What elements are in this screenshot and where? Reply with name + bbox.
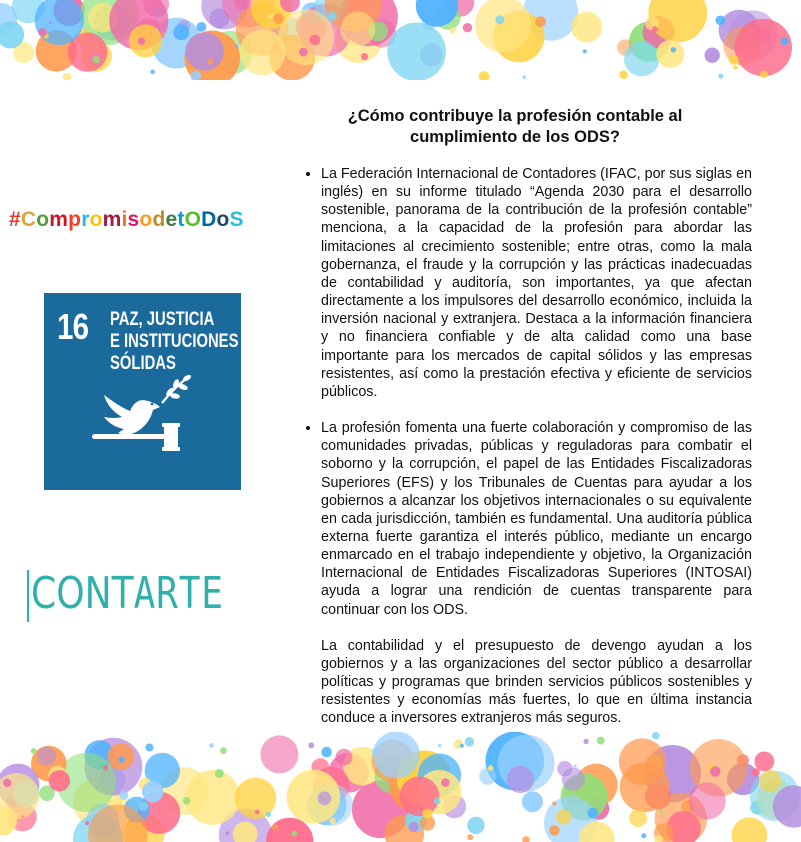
paint-drop bbox=[361, 53, 368, 60]
paint-blot bbox=[373, 732, 420, 778]
paint-drop bbox=[235, 45, 238, 48]
paint-drop bbox=[718, 74, 723, 79]
hashtag-letter: m bbox=[49, 208, 69, 231]
paint-blot bbox=[624, 41, 659, 76]
paint-drop bbox=[272, 825, 278, 831]
hashtag-compromisodetodos bbox=[9, 208, 244, 232]
paint-drop bbox=[215, 769, 224, 778]
paint-drop bbox=[63, 73, 72, 80]
paint-drop bbox=[268, 14, 273, 19]
bullet-item-ifac: • La Federación Internacional de Contadores (IFAC, por sus siglas en inglés) en su informe titulado “Agenda 2030 para el desarrollo sostenible, panorama de la contribución de la profesión contable” menciona, a la capacidad de la profesión para abordar las limitaciones al crecimiento sostenible; entre otras, como la mala gobernanza, el fraude y la corrupción y las prácticas inadecuadas de contabilidad y auditoría, son importantes, ya que afectan directamente a los impulsores del desarrollo económico, incluida la inversión nacional y extranjera. Destaca a la información financiera y no financiera confiable y de alta calidad como una base importante para los mercados de capital sólidos y las empresas resistentes, así como la prestación efectiva y eficiente de servicios públicos. bbox=[321, 165, 752, 401]
sdg-title-line-1: PAZ, JUSTICIA bbox=[110, 309, 215, 330]
closing-paragraph: La contabilidad y el presupuesto de devengo ayudan a los gobiernos y a las organizaciones del sector público a desarrollar políticas y programas que brinden servicios públicos sostenibles y resistentes y economías más fuertes, lo que en última instancia conduce a inversores extranjeros más seguros. bbox=[321, 637, 752, 727]
hashtag-letter: i bbox=[121, 208, 128, 231]
paint-drop bbox=[671, 47, 676, 52]
paint-drop bbox=[479, 71, 490, 80]
paint-drop bbox=[660, 810, 663, 813]
logo-bar bbox=[27, 570, 29, 622]
paint-blot bbox=[479, 768, 496, 785]
paint-blot bbox=[656, 40, 684, 68]
top-paint-splash-decoration bbox=[0, 0, 801, 80]
sdg-number: 16 bbox=[57, 306, 89, 347]
paint-drop bbox=[266, 812, 271, 817]
paint-drop bbox=[292, 831, 298, 837]
paint-drop bbox=[93, 56, 100, 63]
sdg-title-line-3: SÓLIDAS bbox=[110, 353, 176, 374]
paint-drop bbox=[522, 836, 529, 842]
paint-drop bbox=[465, 737, 475, 747]
paint-drop bbox=[495, 15, 504, 24]
paint-drop bbox=[549, 825, 559, 835]
paint-drop bbox=[441, 778, 450, 787]
logo-part-arte: ARTE bbox=[133, 568, 224, 619]
paint-drop bbox=[619, 71, 628, 80]
paint-blot bbox=[260, 735, 298, 773]
paint-drop bbox=[450, 27, 456, 33]
paint-blot bbox=[735, 19, 792, 76]
hashtag-letter: s bbox=[127, 208, 140, 231]
hashtag-letter: e bbox=[165, 208, 178, 231]
paint-blot bbox=[754, 752, 774, 772]
sdg-title-line-2: E INSTITUCIONES bbox=[110, 331, 239, 352]
hashtag-letter: r bbox=[81, 208, 90, 231]
paint-drop bbox=[273, 13, 284, 24]
sdg-16-badge bbox=[44, 293, 241, 490]
logo-wordmark bbox=[31, 570, 224, 618]
paint-drop bbox=[587, 808, 598, 819]
paint-drop bbox=[138, 38, 145, 45]
hashtag-letter: o bbox=[36, 208, 50, 231]
paint-drop bbox=[488, 765, 494, 771]
logo-part-cont: CONT bbox=[31, 568, 134, 619]
hashtag-letter: d bbox=[152, 208, 166, 231]
page-title-line-1: ¿Cómo contribuye la profesión contable al bbox=[347, 107, 683, 125]
paint-drop bbox=[328, 12, 337, 21]
paint-drop bbox=[780, 37, 788, 45]
paint-blot bbox=[400, 777, 440, 817]
bottom-paint-splash-decoration bbox=[0, 732, 801, 842]
bullet-item-colaboracion: • La profesión fomenta una fuerte colaboración y compromiso de las comunidades privadas, públicas y reguladoras para combatir el soborno y la corrupción, el papel de las Entidades Fiscalizadoras Superiores (EFS) y los Tribunales de Cuentas para ayudar a los gobiernos a alcanzar los objetivos internacionales o su equivalente en cada jurisdicción, también es fundamental. Una auditoría pública externa fuerte garantiza el interés público, mediante un encargo enmarcado en el trabajo independiente y objetivo, la Organización Internacional de Entidades Fiscalizadoras Superiores (INTOSAI) ayuda a lograr una rendición de cuentas transparente para continuar con los ODS. bbox=[321, 419, 752, 619]
paint-drop bbox=[299, 48, 308, 57]
paint-drop bbox=[574, 765, 577, 768]
hashtag-letter: o bbox=[216, 208, 230, 231]
article-body bbox=[300, 165, 752, 728]
paint-drop bbox=[710, 766, 721, 777]
hashtag-letter: S bbox=[229, 208, 244, 231]
paint-drop bbox=[523, 75, 527, 79]
hashtag-letter: m bbox=[102, 208, 122, 231]
paint-drop bbox=[641, 833, 646, 838]
paint-drop bbox=[209, 743, 214, 748]
paint-drop bbox=[652, 26, 658, 32]
paint-drop bbox=[150, 70, 155, 75]
paint-blot bbox=[49, 770, 70, 791]
paint-blot bbox=[340, 12, 375, 47]
bullet-list bbox=[300, 165, 752, 619]
paint-drop bbox=[21, 815, 24, 818]
paint-drop bbox=[225, 831, 229, 835]
paint-blot bbox=[562, 768, 585, 791]
paint-drop bbox=[308, 742, 314, 748]
paint-blot bbox=[522, 791, 543, 812]
paint-drop bbox=[760, 71, 768, 79]
paint-drop bbox=[583, 49, 587, 53]
paint-drop bbox=[321, 747, 332, 758]
paint-drop bbox=[716, 15, 726, 25]
paint-drop bbox=[85, 821, 89, 825]
paint-drop bbox=[552, 801, 556, 805]
paint-blot bbox=[318, 792, 332, 806]
paint-blot bbox=[507, 766, 534, 793]
paint-drop bbox=[535, 16, 546, 27]
paint-drop bbox=[463, 23, 472, 32]
paint-blot bbox=[129, 24, 162, 57]
dove-gavel-icon bbox=[90, 373, 200, 463]
paint-drop bbox=[460, 744, 464, 748]
paint-drop bbox=[467, 834, 473, 840]
paint-drop bbox=[434, 798, 441, 805]
paint-drop bbox=[118, 757, 124, 763]
hashtag-letter: D bbox=[201, 208, 217, 231]
paint-drop bbox=[422, 809, 432, 819]
hashtag-letter: o bbox=[139, 208, 153, 231]
paint-drop bbox=[583, 739, 588, 744]
page-title bbox=[322, 106, 708, 148]
paint-blot bbox=[185, 32, 223, 70]
paint-drop bbox=[220, 747, 227, 754]
hashtag-letter: # bbox=[9, 208, 21, 231]
paint-blot bbox=[173, 24, 189, 40]
paint-blot bbox=[556, 810, 571, 825]
hashtag-letter: O bbox=[184, 208, 202, 231]
hashtag-letter: C bbox=[20, 208, 37, 231]
paint-blot bbox=[37, 747, 56, 766]
paint-drop bbox=[438, 744, 441, 747]
paint-drop bbox=[119, 791, 128, 800]
paint-blot bbox=[142, 781, 163, 802]
paint-drop bbox=[329, 818, 335, 824]
hashtag-letter: p bbox=[68, 208, 82, 231]
paint-blot bbox=[185, 770, 240, 825]
paint-blot bbox=[279, 9, 335, 65]
sdg-title bbox=[110, 309, 239, 375]
paint-drop bbox=[597, 737, 605, 745]
paint-blot bbox=[571, 12, 602, 43]
paint-drop bbox=[183, 797, 191, 805]
paint-drop bbox=[139, 802, 148, 811]
paint-drop bbox=[255, 810, 260, 815]
paint-drop bbox=[145, 744, 153, 752]
paint-drop bbox=[31, 748, 37, 754]
paint-drop bbox=[729, 55, 739, 65]
paint-drop bbox=[733, 65, 737, 69]
paint-drop bbox=[409, 822, 419, 832]
paint-blot bbox=[335, 749, 352, 766]
paint-drop bbox=[129, 819, 133, 823]
paint-drop bbox=[38, 28, 47, 37]
paint-blot bbox=[387, 23, 446, 81]
hashtag-letter: t bbox=[177, 208, 185, 231]
paint-drop bbox=[3, 779, 11, 787]
paint-drop bbox=[103, 765, 109, 771]
paint-blot bbox=[759, 770, 781, 792]
paint-blot bbox=[732, 817, 768, 842]
paint-drop bbox=[161, 32, 164, 35]
hashtag-letter: o bbox=[89, 208, 103, 231]
page-title-line-2: cumplimiento de los ODS? bbox=[410, 128, 620, 146]
paint-drop bbox=[652, 732, 660, 740]
paint-drop bbox=[310, 35, 321, 46]
paint-drop bbox=[197, 22, 207, 32]
paint-drop bbox=[752, 768, 760, 776]
paint-drop bbox=[207, 58, 213, 64]
paint-blot bbox=[629, 809, 647, 827]
paint-blot bbox=[705, 48, 720, 63]
paint-blot bbox=[467, 817, 484, 834]
paint-blot bbox=[689, 782, 726, 819]
paint-blot bbox=[287, 770, 341, 824]
paint-drop bbox=[49, 21, 52, 24]
paint-drop bbox=[372, 748, 379, 755]
paint-drop bbox=[261, 0, 268, 7]
